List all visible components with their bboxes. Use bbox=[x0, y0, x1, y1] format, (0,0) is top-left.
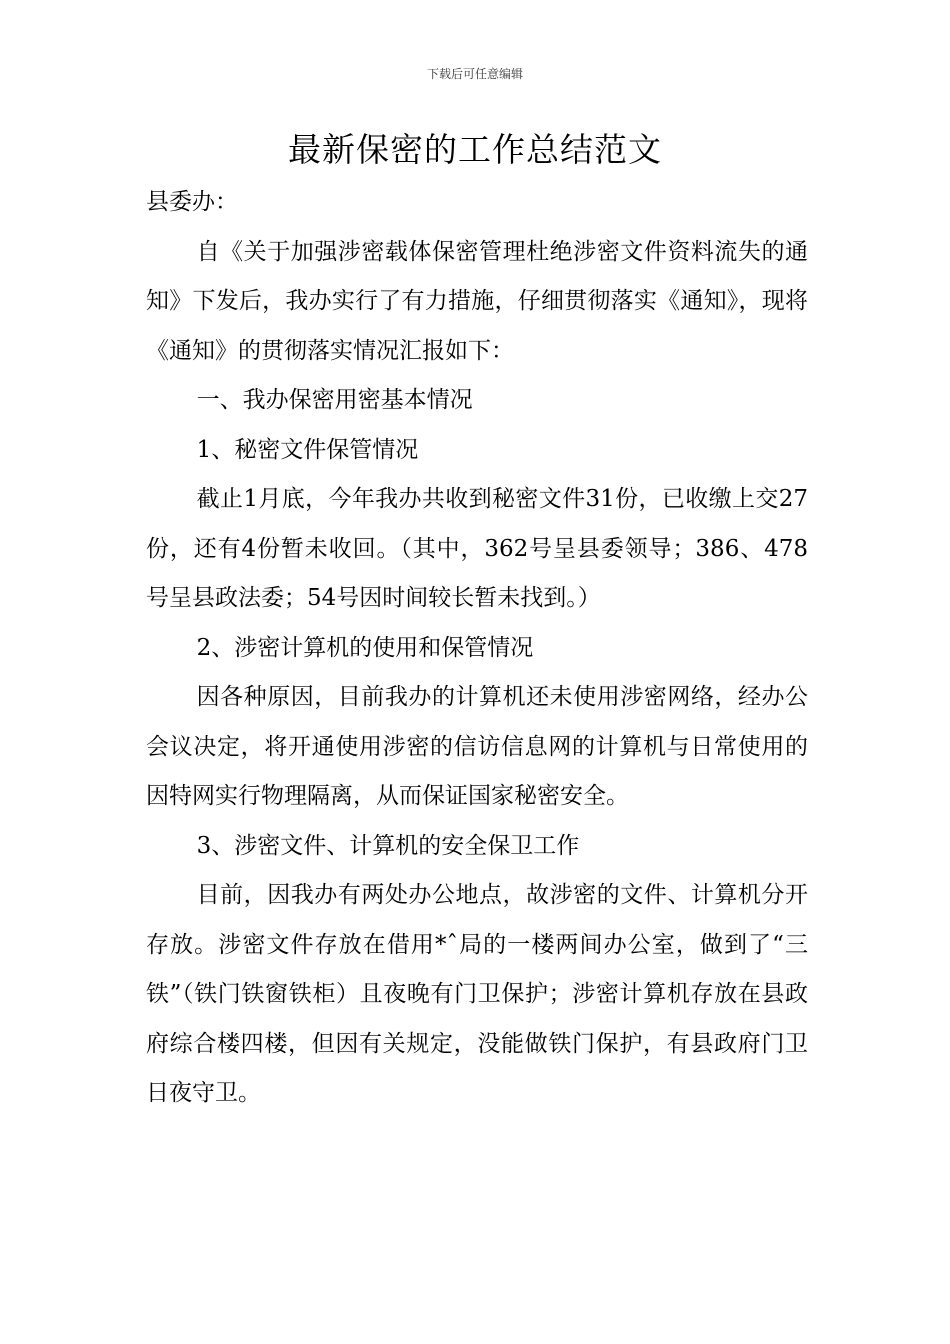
document-title: 最新保密的工作总结范文 bbox=[288, 130, 662, 169]
subsection-heading-3: 3、涉密文件、计算机的安全保卫工作 bbox=[196, 832, 580, 859]
subsection-heading-2: 2、涉密计算机的使用和保管情况 bbox=[196, 634, 534, 661]
paragraph-security: 目前，因我办有两处办公地点，故涉密的文件、计算机分开存放。涉密文件存放在借用*ˆ局的一楼两间办公室，做到了“三铁”（铁门铁窗铁柜）且夜晚有门卫保护；涉密计算机存放在县政府综合楼四楼，但因有关规定，没能做铁门保护，有县政府门卫日夜守卫。 bbox=[146, 882, 808, 1106]
section-heading-1: 一、我办保密用密基本情况 bbox=[196, 387, 473, 413]
document-body bbox=[146, 178, 808, 1119]
salutation: 县委办： bbox=[146, 189, 238, 215]
paragraph-secret-files: 截止1月底，今年我办共收到秘密文件31份，已收缴上交27份，还有4份暂未收回。（其中，362号呈县委领导；386、478号呈县政法委；54号因时间较长暂未找到。） bbox=[146, 486, 808, 611]
header-note: 下载后可任意编辑 bbox=[426, 67, 523, 81]
paragraph-computers: 因各种原因，目前我办的计算机还未使用涉密网络，经办公会议决定，将开通使用涉密的信访信息网的计算机与日常使用的因特网实行物理隔离，从而保证国家秘密安全。 bbox=[146, 684, 808, 809]
subsection-heading-1: 1、秘密文件保管情况 bbox=[196, 436, 419, 463]
paragraph-intro: 自《关于加强涉密载体保密管理杜绝涉密文件资料流失的通知》下发后，我办实行了有力措施，仔细贯彻落实《通知》，现将《通知》的贯彻落实情况汇报如下： bbox=[146, 238, 808, 364]
